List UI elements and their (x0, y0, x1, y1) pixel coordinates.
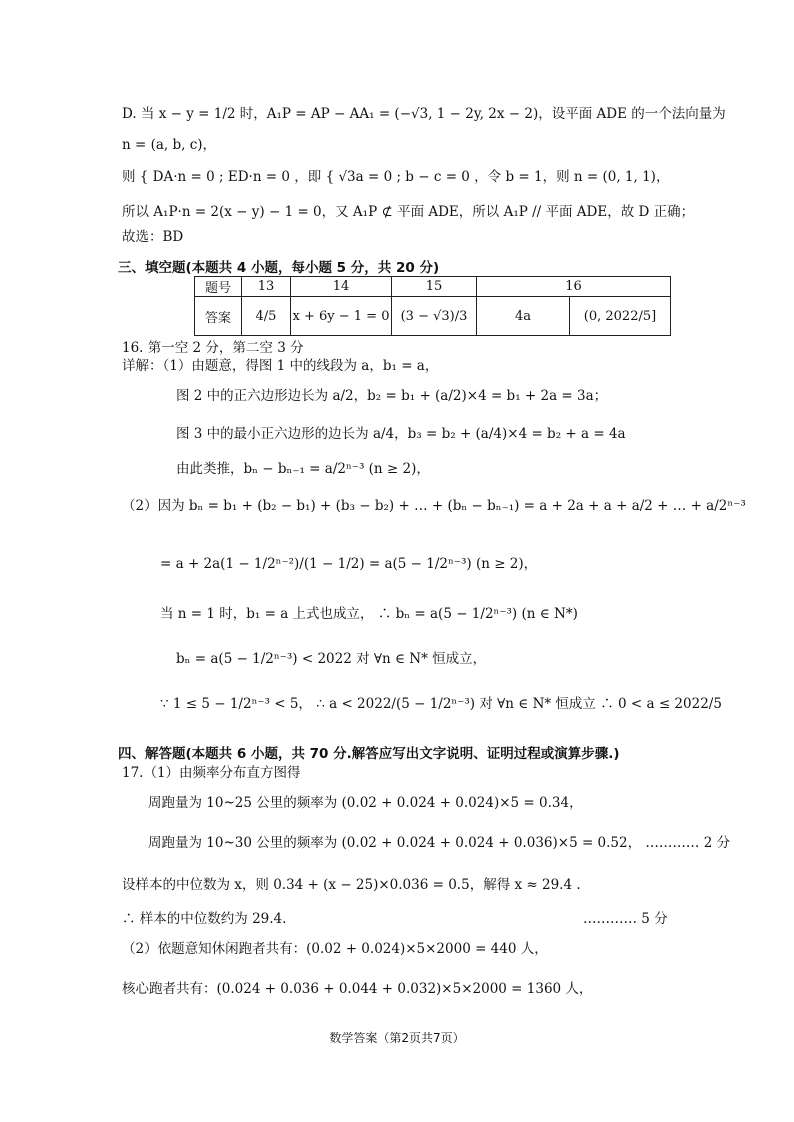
answer-table-cell: (0, 2022/5] (570, 297, 671, 336)
text-line: 周跑量为 10~30 公里的频率为 (0.02 + 0.024 + 0.024 + 0.036)×5 = 0.52， ………… 2 分 (148, 835, 731, 851)
answer-table-header-cell: 13 (242, 277, 291, 297)
text-line: 三、填空题(本题共 4 小题，每小题 5 分，共 20 分) (118, 260, 440, 276)
answer-table-cell: (3 − √3)/3 (392, 297, 477, 336)
text-line: 故选：BD (122, 229, 184, 245)
text-line: 由此类推，bₙ − bₙ₋₁ = a/2ⁿ⁻³ (n ≥ 2)， (176, 461, 430, 477)
answer-table-cell: 4a (477, 297, 570, 336)
text-line: 当 n = 1 时，b₁ = a 上式也成立， ∴ bₙ = a(5 − 1/2ⁿ⁻³) (n ∈ N*) (160, 606, 578, 622)
text-line: n = (a, b, c)， (122, 137, 217, 153)
text-line: ∴ 样本的中位数约为 29.4. (122, 911, 287, 927)
text-line: = a + 2a(1 − 1/2ⁿ⁻²)/(1 − 1/2) = a(5 − 1/2ⁿ⁻³) (n ≥ 2)， (160, 556, 538, 572)
text-line: （2）依题意知休闲跑者共有：(0.02 + 0.024)×5×2000 = 440 人， (122, 941, 548, 957)
text-line: 四、解答题(本题共 6 小题，共 70 分.解答应写出文字说明、证明过程或演算步骤.) (118, 746, 620, 762)
text-line: 图 2 中的正六边形边长为 a/2，b₂ = b₁ + (a/2)×4 = b₁ + 2a = 3a； (176, 388, 608, 404)
text-line: ………… 5 分 (583, 911, 668, 927)
answer-table-header-cell: 14 (291, 277, 392, 297)
answer-table-header-row (195, 277, 671, 297)
answer-table-cell: x + 6y − 1 = 0 (291, 297, 392, 336)
text-line: D. 当 x − y = 1/2 时，A₁P = AP − AA₁ = (−√3, 1 − 2y, 2x − 2)，设平面 ADE 的一个法向量为 (122, 106, 726, 122)
text-line: ∵ 1 ≤ 5 − 1/2ⁿ⁻³ < 5， ∴ a < 2022/(5 − 1/2ⁿ⁻³) 对 ∀n ∈ N* 恒成立 ∴ 0 < a ≤ 2022/5 (160, 696, 722, 712)
text-line: 16. 第一空 2 分，第二空 3 分 (122, 340, 304, 356)
text-line: 所以 A₁P·n = 2(x − y) − 1 = 0，又 A₁P ⊄ 平面 ADE，所以 A₁P // 平面 ADE，故 D 正确； (122, 204, 695, 220)
text-line: 详解：（1）由题意，得图 1 中的线段为 a，b₁ = a， (122, 358, 439, 374)
text-line: 17.（1）由频率分布直方图得 (122, 765, 301, 781)
text-line: bₙ = a(5 − 1/2ⁿ⁻³) < 2022 对 ∀n ∈ N* 恒成立， (176, 651, 487, 667)
text-line: （2）因为 bₙ = b₁ + (b₂ − b₁) + (b₃ − b₂) + … + (bₙ − bₙ₋₁) = a + 2a + a + a/2 + … + a/2ⁿ⁻³ (122, 498, 746, 514)
text-line: 核心跑者共有：(0.024 + 0.036 + 0.044 + 0.032)×5×2000 = 1360 人， (122, 981, 593, 997)
answer-table-answer-row (195, 297, 671, 336)
text-line: 图 3 中的最小正六边形的边长为 a/4，b₃ = b₂ + (a/4)×4 = b₂ + a = 4a (176, 426, 626, 442)
answer-table-cell: 4/5 (242, 297, 291, 336)
answer-table-header-cell: 16 (477, 277, 671, 297)
answer-table-cell: 答案 (195, 297, 242, 336)
text-line: 周跑量为 10~25 公里的频率为 (0.02 + 0.024 + 0.024)×5 = 0.34， (148, 795, 583, 811)
text-line: 则 { DA·n = 0 ; ED·n = 0 ，即 { √3a = 0 ; b − c = 0 ，令 b = 1，则 n = (0, 1, 1)， (122, 169, 670, 185)
text-line: 设样本的中位数为 x，则 0.34 + (x − 25)×0.036 = 0.5，解得 x ≈ 29.4 . (122, 877, 581, 893)
answer-table-header-cell: 15 (392, 277, 477, 297)
answer-table-header-cell: 题号 (195, 277, 242, 297)
page-footer: 数学答案（第2页共7页） (329, 1031, 465, 1045)
answer-table (194, 276, 671, 336)
